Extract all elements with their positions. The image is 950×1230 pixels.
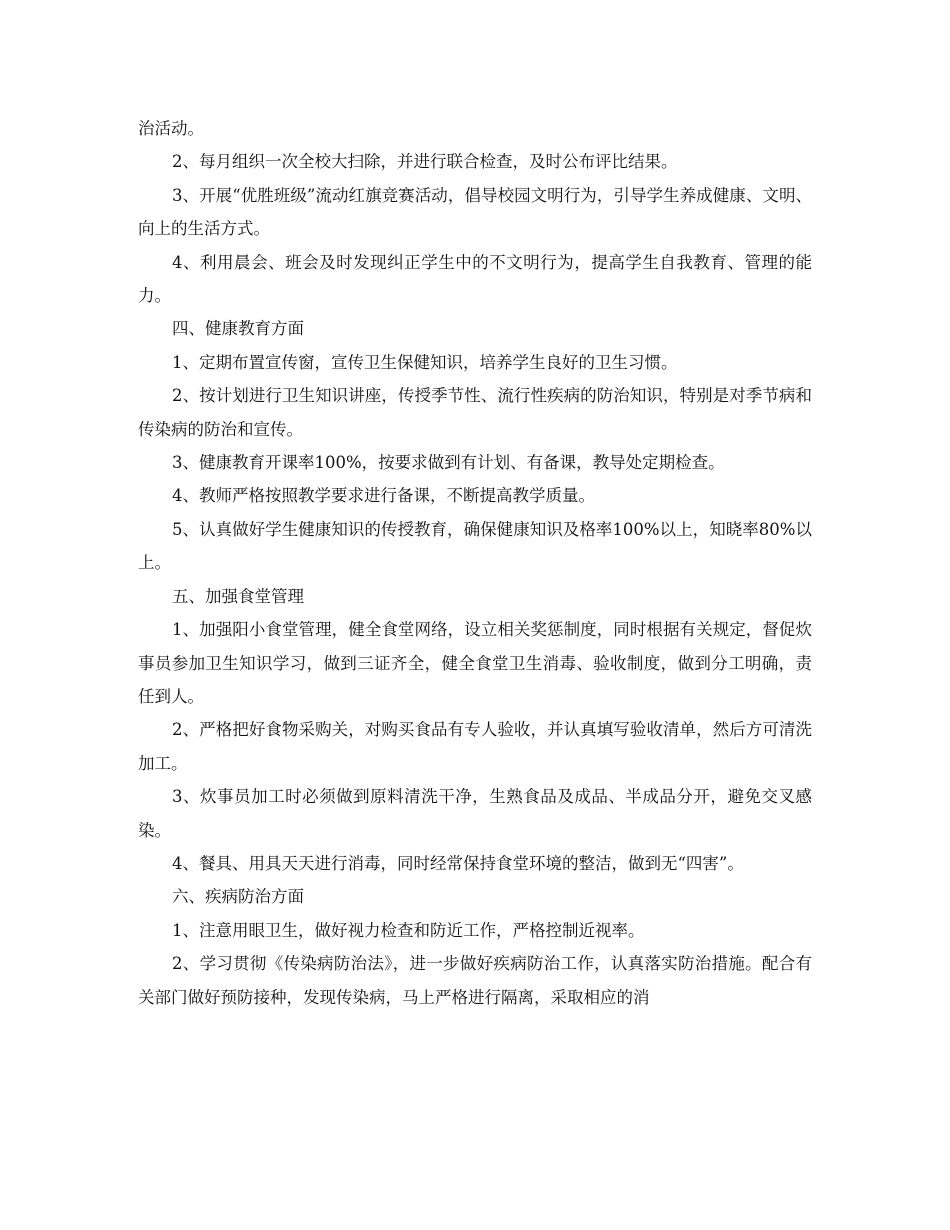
paragraph: 治活动。 <box>138 119 204 138</box>
paragraph: 4、教师严格按照教学要求进行备课，不断提高教学质量。 <box>172 486 595 506</box>
section-heading: 四、健康教育方面 <box>172 319 304 339</box>
paragraph: 2、学习贯彻《传染病防治法》，进一步做好疾病防治工作，认真落实防治措施。配合有关部门做好预防接种，发现传染病，马上严格进行隔离，采取相应的消 <box>138 954 812 1007</box>
paragraph: 2、按计划进行卫生知识讲座，传授季节性、流行性疾病的防治知识，特别是对季节病和传染病的防治和宣传。 <box>138 386 812 439</box>
paragraph: 3、健康教育开课率100%，按要求做到有计划、有备课，教导处定期检查。 <box>172 453 725 473</box>
paragraph: 3、开展“优胜班级”流动红旗竞赛活动，倡导校园文明行为，引导学生养成健康、文明、向上的生活方式。 <box>138 185 812 239</box>
paragraph: 1、注意用眼卫生，做好视力检查和防近工作，严格控制近视率。 <box>172 920 645 940</box>
paragraph: 2、严格把好食物采购关，对购买食品有专人验收，并认真填写验收清单，然后方可清洗加工。 <box>138 720 812 773</box>
paragraph: 3、炊事员加工时必须做到原料清洗干净，生熟食品及成品、半成品分开，避免交叉感染。 <box>138 787 812 840</box>
paragraph: 2、每月组织一次全校大扫除，并进行联合检查，及时公布评比结果。 <box>172 152 678 172</box>
section-heading: 五、加强食堂管理 <box>172 586 304 606</box>
paragraph: 5、认真做好学生健康知识的传授教育，确保健康知识及格率100%以上，知晓率80%以上。 <box>138 519 812 573</box>
paragraph: 1、定期布置宣传窗，宣传卫生保健知识，培养学生良好的卫生习惯。 <box>172 352 678 372</box>
paragraph: 4、餐具、用具天天进行消毒，同时经常保持食堂环境的整洁，做到无“四害”。 <box>172 853 744 873</box>
document-body <box>138 112 812 1014</box>
section-heading: 六、疾病防治方面 <box>172 887 304 907</box>
paragraph: 1、加强阳小食堂管理，健全食堂网络，设立相关奖惩制度，同时根据有关规定，督促炊事员参加卫生知识学习，做到三证齐全，健全食堂卫生消毒、验收制度，做到分工明确，责任到人。 <box>138 620 812 706</box>
paragraph: 4、利用晨会、班会及时发现纠正学生中的不文明行为，提高学生自我教育、管理的能力。 <box>138 252 812 306</box>
